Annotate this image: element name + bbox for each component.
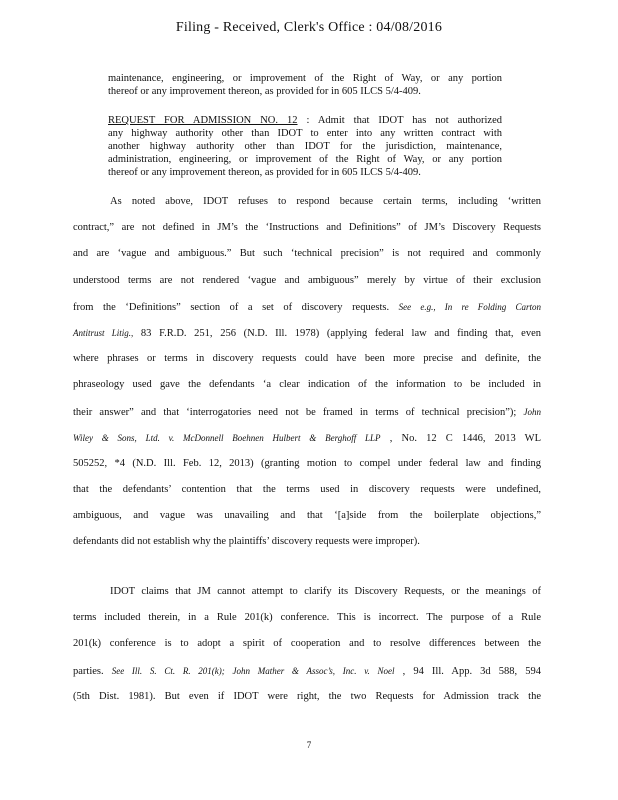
body-line xyxy=(73,425,541,451)
body-line: defendants did not establish why the plaintiffs’ discovery requests were improper). xyxy=(73,536,420,548)
body-line: ambiguous, and vague was unavailing and that ‘[a]side from the boilerplate objections,” xyxy=(73,510,541,522)
case-citation: See e.g., In re Folding Carton xyxy=(398,301,541,312)
body-line: phraseology used gave the defendants ‘a clear indication of the information to be included in xyxy=(73,379,541,391)
quote-line: thereof or any improvement thereon, as provided for in 605 ILCS 5/4-409. xyxy=(108,86,421,97)
page-number: 7 xyxy=(306,740,312,750)
body-line: understood terms are not rendered ‘vague and ambiguous” merely by virtue of their exclusion xyxy=(73,274,541,286)
body-line: terms included therein, in a Rule 201(k) conference. This is incorrect. The purpose of a Rule xyxy=(73,612,541,624)
quoted-request-continuation xyxy=(108,72,502,98)
body-line: As noted above, IDOT refuses to respond because certain terms, including ‘written xyxy=(110,196,541,207)
body-line: that the defendants’ contention that the terms used in discovery requests were undefined, xyxy=(73,484,541,496)
body-line: and are ‘vague and ambiguous.” But such ‘technical precision” is not required and commonly xyxy=(73,248,541,260)
quote-line: another highway authority other than IDOT for the jurisdiction, maintenance, xyxy=(108,141,502,152)
paragraph-vague-ambiguous xyxy=(73,189,541,556)
body-text: parties. xyxy=(73,665,112,677)
filing-header: Filing - Received, Clerk's Office : 04/08/2016 xyxy=(175,20,443,35)
body-text: , 94 Ill. App. 3d 588, 594 xyxy=(394,665,541,677)
case-citation: John xyxy=(523,406,541,417)
paragraph-rule-201k xyxy=(73,579,541,710)
body-line: 201(k) conference is to adopt a spirit of cooperation and to resolve differences between the xyxy=(73,638,541,650)
body-text: their answer” and that ‘interrogatories need not be framed in terms of technical precision”); xyxy=(73,406,524,418)
body-line xyxy=(73,294,541,320)
body-text: , No. 12 C 1446, 2013 WL xyxy=(380,432,541,444)
quote-line: maintenance, engineering, or improvement of the Right of Way, or any portion xyxy=(108,73,502,84)
case-citation: Antitrust Litig., xyxy=(73,327,134,338)
body-line: (5th Dist. 1981). But even if IDOT were right, the two Requests for Admission track the xyxy=(73,690,541,702)
request-heading-text: : Admit that IDOT has not authorized xyxy=(297,115,502,126)
case-citation: Wiley & Sons, Ltd. v. McDonnell Boehnen Hulbert & Berghoff LLP xyxy=(73,432,381,443)
body-line: 505252, *4 (N.D. Ill. Feb. 12, 2013) (granting motion to compel under federal law and finding xyxy=(73,457,541,469)
body-text: from the ‘Definitions” section of a set of discovery requests. xyxy=(73,301,399,313)
request-heading: REQUEST FOR ADMISSION NO. 12 xyxy=(108,115,298,126)
quote-line: thereof or any improvement thereon, as provided for in 605 ILCS 5/4-409. xyxy=(108,167,421,178)
case-citation: See Ill. S. Ct. R. 201(k); John Mather & Assoc’s, Inc. v. Noel xyxy=(111,665,395,676)
quoted-request-12 xyxy=(108,114,502,179)
quote-line: administration, engineering, or improvement of the Right of Way, or any portion xyxy=(108,154,502,165)
quote-line: any highway authority other than IDOT to enter into any written contract with xyxy=(108,128,502,139)
body-line: IDOT claims that JM cannot attempt to clarify its Discovery Requests, or the meanings of xyxy=(110,586,541,597)
body-line xyxy=(73,399,541,425)
body-line: contract,” are not defined in JM’s the ‘Instructions and Definitions” of JM’s Discovery Requests xyxy=(73,222,541,234)
body-line: where phrases or terms in discovery requests could have been more precise and definite, the xyxy=(73,353,541,365)
body-line xyxy=(73,658,541,684)
body-line xyxy=(73,320,541,346)
request-heading-line xyxy=(108,114,502,127)
body-text: 83 F.R.D. 251, 256 (N.D. Ill. 1978) (applying federal law and finding that, even xyxy=(133,327,541,339)
